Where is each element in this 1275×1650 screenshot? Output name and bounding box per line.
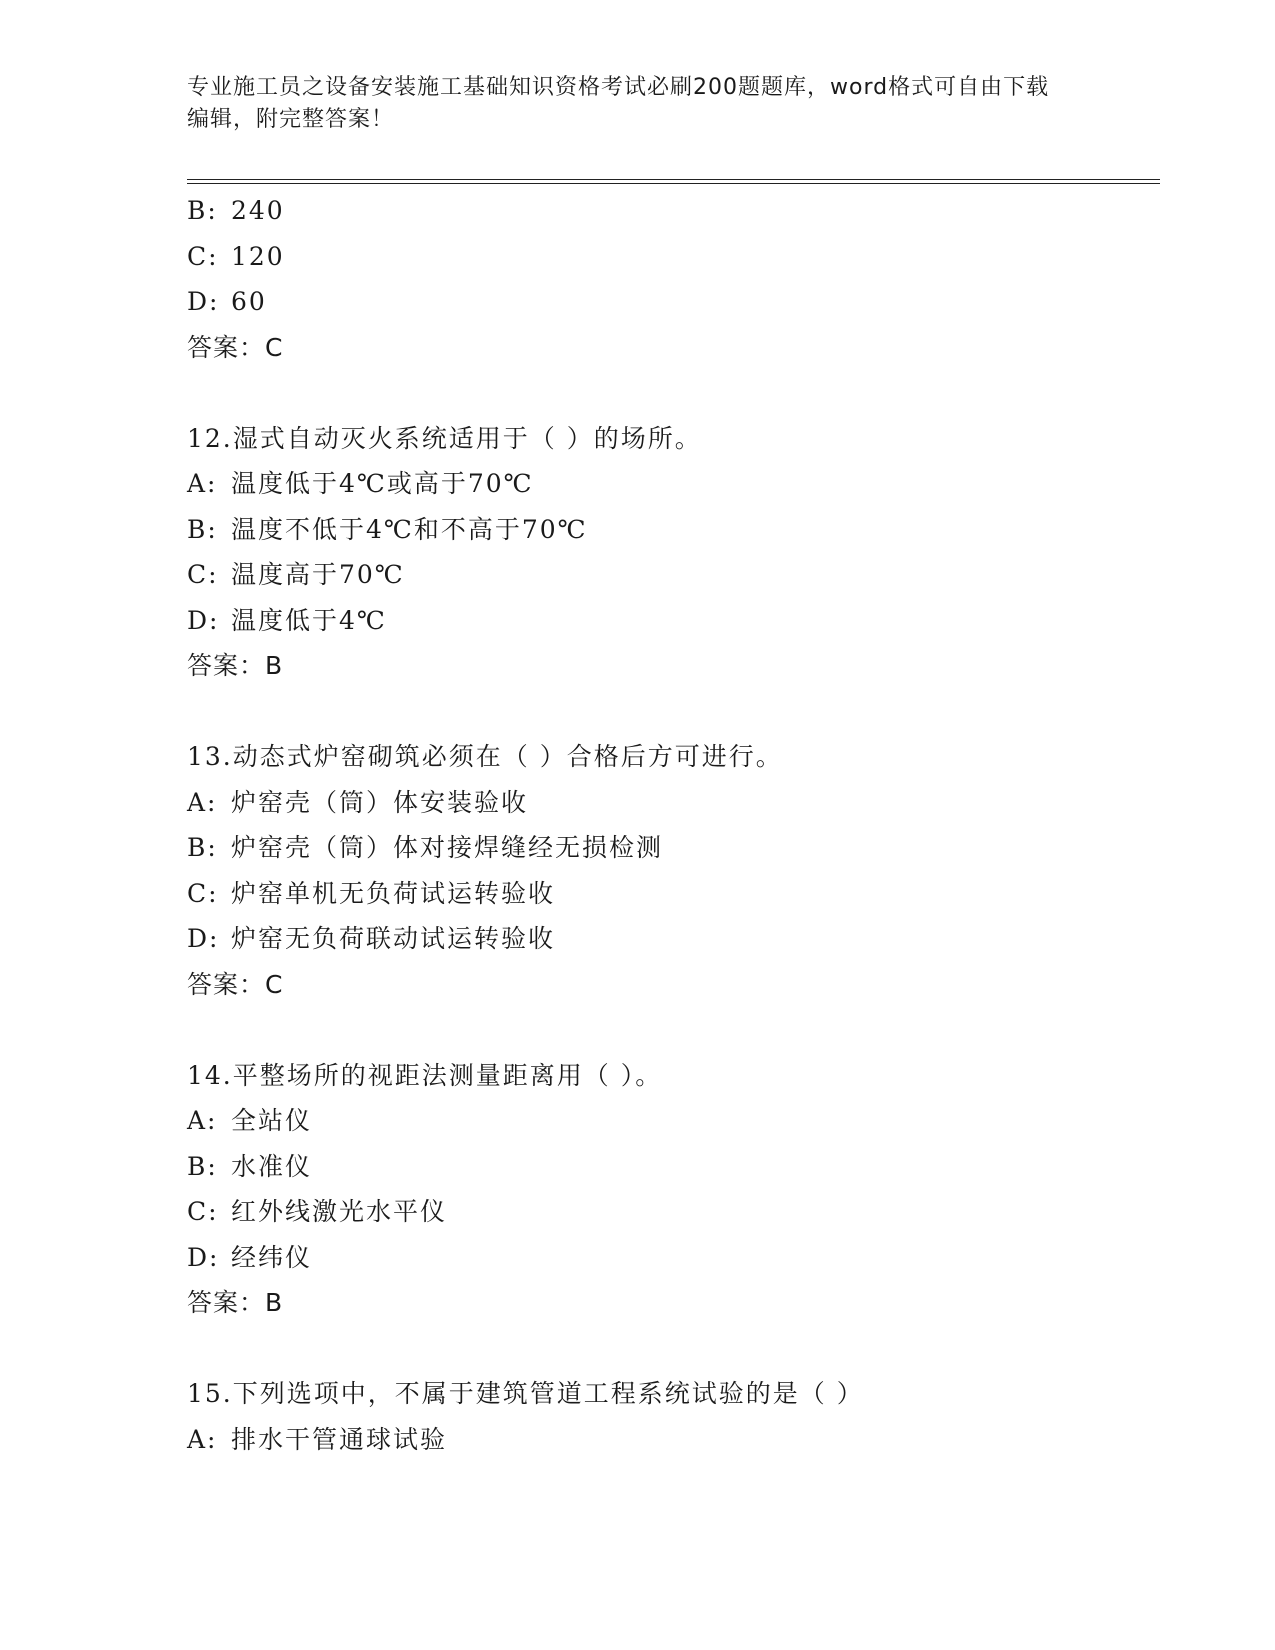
answer-line: 答案：C bbox=[187, 969, 284, 999]
option-line bbox=[187, 598, 1167, 644]
option-label: C: bbox=[187, 560, 219, 589]
option-line bbox=[187, 780, 1167, 826]
option-text: 炉窑无负荷联动试运转验收 bbox=[231, 924, 556, 953]
option-text: 水准仪 bbox=[231, 1151, 313, 1181]
answer-line: 答案：B bbox=[187, 651, 284, 680]
option-text: 红外线激光水平仪 bbox=[231, 1197, 448, 1226]
option-label: A: bbox=[187, 1106, 218, 1135]
option-label: D: bbox=[187, 924, 220, 953]
option-label: B: bbox=[187, 833, 218, 862]
option-line bbox=[187, 916, 1167, 962]
option-text: 60 bbox=[231, 287, 267, 316]
option-text: 炉窑壳（筒）体对接焊缝经无损检测 bbox=[231, 833, 664, 862]
option-label: D: bbox=[187, 287, 220, 316]
question-text: 12.湿式自动灭火系统适用于（ ）的场所。 bbox=[187, 423, 702, 453]
option-line bbox=[187, 461, 1167, 507]
option-label: C: bbox=[187, 878, 219, 908]
option-label: C: bbox=[187, 241, 219, 271]
option-line bbox=[187, 234, 1167, 280]
option-label: A: bbox=[187, 1424, 218, 1454]
spacer bbox=[187, 1326, 1167, 1372]
option-line bbox=[187, 871, 1167, 917]
answer-line: 答案：C bbox=[187, 332, 284, 362]
header-divider-bottom bbox=[187, 183, 1160, 184]
option-label: C: bbox=[187, 1197, 219, 1226]
spacer bbox=[187, 1007, 1167, 1053]
option-text: 温度高于70℃ bbox=[231, 560, 405, 589]
option-line bbox=[187, 1235, 1167, 1281]
option-line bbox=[187, 279, 1167, 325]
spacer bbox=[187, 370, 1167, 416]
option-label: D: bbox=[187, 1242, 220, 1272]
option-label: B: bbox=[187, 514, 218, 544]
option-line bbox=[187, 507, 1167, 553]
option-text: 240 bbox=[231, 196, 285, 225]
option-text: 炉窑壳（筒）体安装验收 bbox=[231, 787, 529, 817]
question-text: 13.动态式炉窑砌筑必须在（ ）合格后方可进行。 bbox=[187, 742, 783, 771]
option-line bbox=[187, 1144, 1167, 1190]
question-text: 14.平整场所的视距法测量距离用（ ）。 bbox=[187, 1060, 663, 1090]
option-label: B: bbox=[187, 1151, 218, 1181]
option-text: 经纬仪 bbox=[231, 1242, 313, 1272]
option-line bbox=[187, 552, 1167, 598]
option-label: D: bbox=[187, 605, 220, 635]
option-line bbox=[187, 188, 1167, 234]
option-text: 炉窑单机无负荷试运转验收 bbox=[231, 878, 556, 908]
option-label: A: bbox=[187, 787, 218, 817]
option-text: 排水干管通球试验 bbox=[231, 1424, 448, 1454]
spacer bbox=[187, 689, 1167, 735]
question-text: 15.下列选项中，不属于建筑管道工程系统试验的是（ ） bbox=[187, 1379, 864, 1408]
document-header: 专业施工员之设备安装施工基础知识资格考试必刷200题题库，word格式可自由下载编辑，附完整答案！ bbox=[187, 75, 1050, 132]
option-line bbox=[187, 825, 1167, 871]
header-divider-top bbox=[187, 179, 1160, 180]
option-text: 温度低于4℃ bbox=[231, 605, 387, 635]
option-text: 全站仪 bbox=[231, 1106, 313, 1135]
option-line bbox=[187, 1417, 1167, 1463]
option-text: 温度不低于4℃和不高于70℃ bbox=[231, 514, 588, 544]
option-line bbox=[187, 1189, 1167, 1235]
option-line bbox=[187, 1098, 1167, 1144]
question-list bbox=[187, 188, 1167, 1462]
option-label: A: bbox=[187, 469, 218, 498]
option-label: B: bbox=[187, 196, 218, 225]
option-text: 温度低于4℃或高于70℃ bbox=[231, 469, 534, 498]
answer-line: 答案：B bbox=[187, 1288, 284, 1317]
option-text: 120 bbox=[231, 241, 285, 271]
